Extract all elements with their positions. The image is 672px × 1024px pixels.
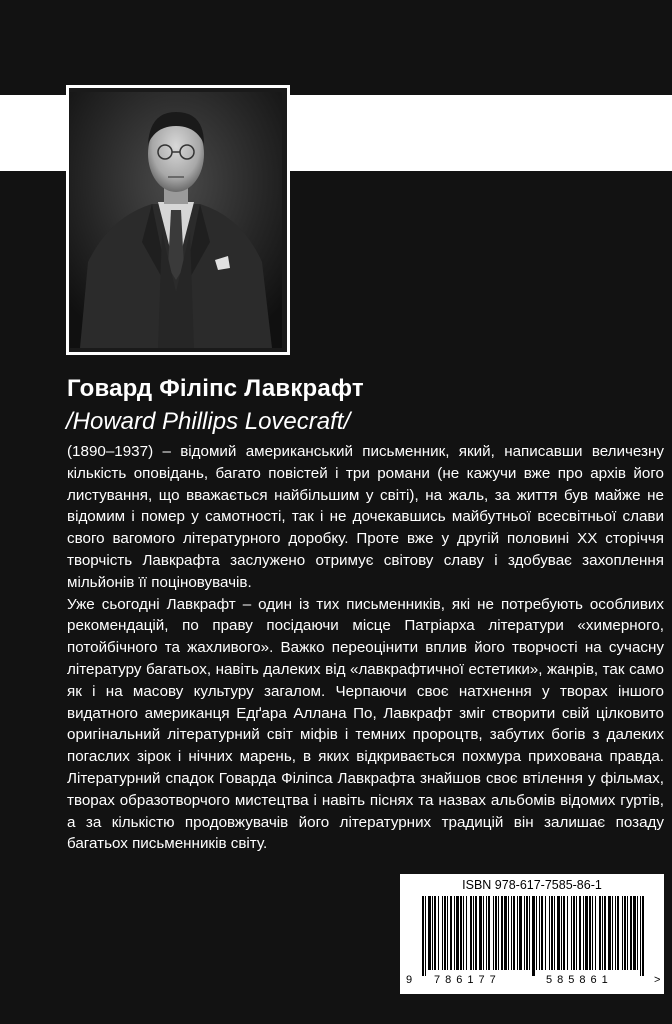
barcode-bar [617,896,619,970]
barcode-bar [539,896,540,970]
barcode-bar [460,896,462,970]
barcode [406,896,658,976]
barcode-bar [567,896,568,970]
barcode-bar [630,896,632,970]
barcode-bar [576,896,577,970]
bio-paragraph-2: Уже сьогодні Лавкрафт – один із тих письменників, які не потребують особливих рекомендацій, по праву посідаючи місце Патріарха літератури «химерного, потойбічного та жахливого». Важко переоцінити вплив його творчості на сучасну літературу багатьох, навіть далеких від «лавкрафтичної естетики», жанрів, так само як і на масову культуру загалом. Черпаючи своє натхнення у творах іншого видатного американця Едґара Аллана По, Лавкрафт зміг створити свій цілковито оригінальний літературний світ міфів і темних пророцтв, забутих богів з далеких погаслих зірок і нічних марень, в яких відкривається похмура прихована правда. Літературний спадок Говарда Філіпса Лавкрафта знайшов своє втілення у фільмах, творах образотворчого мистецтва і навіть піснях та назвах альбомів відомих гуртів, а за кількістю продовжувачів його літературних традицій він залишає позаду багатьох письменників світу. [67,595,664,853]
barcode-bar [493,896,494,970]
barcode-bar [428,896,431,970]
barcode-bar [466,896,467,970]
barcode-bar [583,896,584,970]
barcode-bar [627,896,628,970]
barcode-bar [454,896,455,970]
barcode-bar [495,896,497,970]
isbn-digit-first: 9 [406,974,413,986]
barcode-bar [604,896,606,970]
barcode-bar [434,896,436,970]
barcode-bar [444,896,446,970]
barcode-bar [557,896,560,970]
barcode-bar [519,896,522,970]
barcode-bar [541,896,543,970]
barcode-bar [483,896,484,970]
barcode-bar [595,896,596,970]
barcode-bar [438,896,439,970]
isbn-label: ISBN 978-617-7585-86-1 [462,878,602,892]
isbn-barcode-box [400,874,664,994]
barcode-bar [486,896,487,970]
barcode-bar [422,896,424,976]
barcode-bar [526,896,528,970]
barcode-bar [479,896,482,970]
barcode-bar [637,896,638,970]
isbn-digits-left: 786177 [434,974,501,986]
barcode-bar [640,896,641,976]
barcode-bar [473,896,474,970]
barcode-bar [554,896,555,970]
barcode-bar [529,896,530,970]
barcode-bar [447,896,448,970]
barcode-bar [450,896,452,970]
barcode-bar [501,896,503,970]
barcode-bar [602,896,603,970]
barcode-bar [456,896,459,970]
barcode-bar [425,896,426,976]
barcode-bar [633,896,636,970]
barcode-bar [589,896,591,970]
biography [67,441,664,855]
barcode-bar [592,896,593,970]
barcode-bar [579,896,581,970]
barcode-bar [475,896,477,970]
barcode-bar [585,896,588,970]
barcode-bar [642,896,644,976]
barcode-bar [470,896,472,970]
barcode-bar [532,896,535,976]
barcode-bar [612,896,613,970]
barcode-bar [624,896,626,970]
barcode-bar [551,896,553,970]
bio-paragraph-1: (1890–1937) – відомий американський письменник, який, написавши величезну кількість оповідань, багато повістей і три романи (не кажучи вже про архів його листування, що вважається найбільшим у світі), на жаль, за життя був майже не відомим і помер у самотності, так і не дочекавшись майбутньої всесвітньої слави свого вагомого літературного доробку. Проте вже у другій половині XX сторіччя творчість Лавкрафта заслужено отримує світову славу і здобуває захоплення мільйонів її поціновувачів. [67,443,664,591]
barcode-bar [508,896,509,970]
author-name-en: /Howard Phillips Lovecraft/ [66,408,351,435]
barcode-bar [517,896,518,970]
barcode-bar [524,896,525,970]
barcode-bar [432,896,433,970]
barcode-bar [442,896,443,970]
author-portrait-photo [70,92,282,348]
barcode-bar [549,896,550,970]
author-name-ua: Говард Філіпс Лавкрафт [67,375,364,402]
barcode-bar [622,896,623,970]
barcode-bar [571,896,572,970]
barcode-bar [463,896,464,970]
isbn-quiet-mark: > [654,974,661,986]
barcode-bar [563,896,565,970]
barcode-bar [573,896,575,970]
barcode-bar [513,896,515,970]
barcode-bar [599,896,601,970]
barcode-bar [488,896,490,970]
barcode-bar [608,896,611,970]
barcode-bar [536,896,537,970]
barcode-bar [615,896,616,970]
barcode-bar [498,896,499,970]
isbn-digits-right: 585861 [546,974,613,986]
barcode-bar [545,896,546,970]
barcode-bar [561,896,562,970]
barcode-bar [504,896,507,970]
barcode-bar [511,896,512,970]
